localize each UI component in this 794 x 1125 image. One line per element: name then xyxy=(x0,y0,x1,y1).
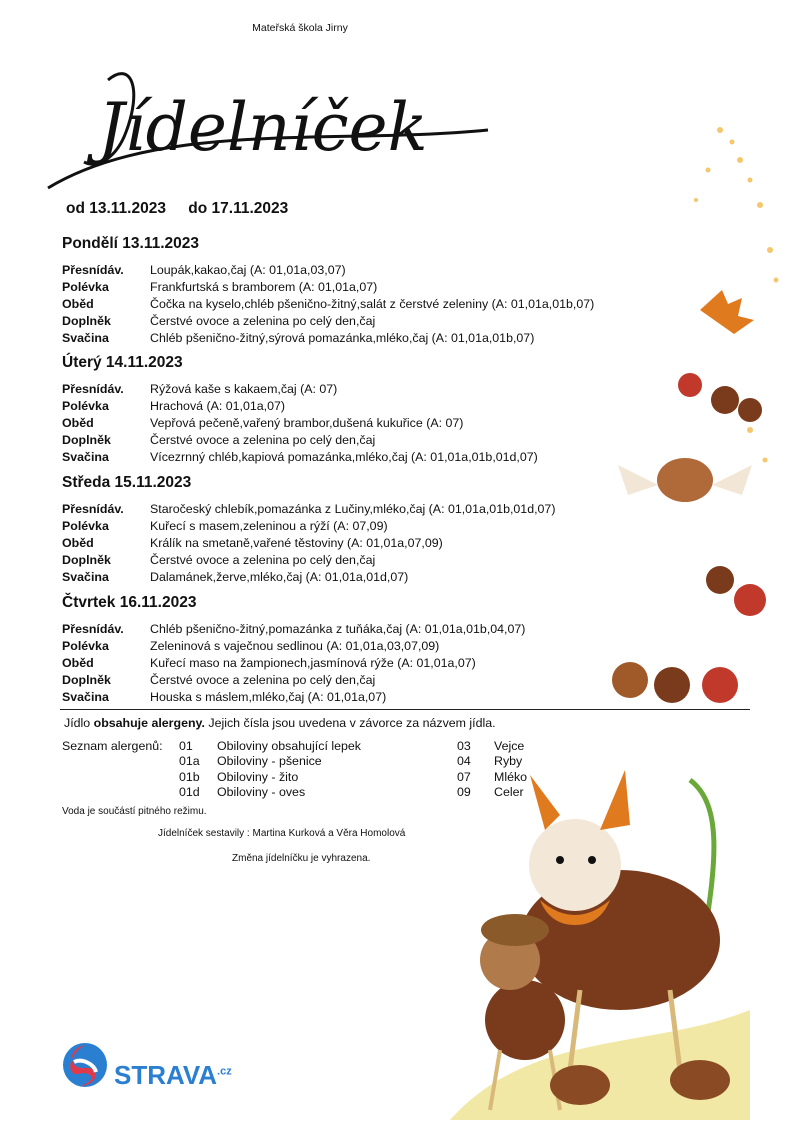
meal-text: Houska s máslem,mléko,čaj (A: 01,01a,07) xyxy=(150,690,387,704)
meal-row xyxy=(62,638,439,655)
date-from: od 13.11.2023 xyxy=(66,200,166,217)
meal-text: Kuřecí s masem,zeleninou a rýží (A: 07,09) xyxy=(150,519,388,533)
allergen-code: 03 xyxy=(457,739,471,753)
meal-text: Čerstvé ovoce a zelenina po celý den,čaj xyxy=(150,314,376,328)
allergen-code: 04 xyxy=(457,754,471,769)
meal-row xyxy=(62,552,375,569)
allergen-name: Obiloviny - oves xyxy=(217,785,306,800)
allergen-name: Obiloviny obsahující lepek xyxy=(217,739,361,753)
meal-label: Oběd xyxy=(62,656,94,670)
meal-text: Chléb pšenično-žitný,sýrová pomazánka,mléko,čaj (A: 01,01a,01b,07) xyxy=(150,331,535,345)
meal-row xyxy=(62,398,285,415)
meal-label: Doplněk xyxy=(62,433,111,447)
meal-text: Loupák,kakao,čaj (A: 01,01a,03,07) xyxy=(150,263,346,277)
meal-text: Čerstvé ovoce a zelenina po celý den,čaj xyxy=(150,433,376,447)
meal-row xyxy=(62,535,443,552)
meal-row xyxy=(62,655,476,672)
meal-row xyxy=(62,296,594,313)
meal-text: Chléb pšenično-žitný,pomazánka z tuňáka,čaj (A: 01,01a,01b,04,07) xyxy=(150,622,526,636)
meal-label: Svačina xyxy=(62,450,109,464)
meal-row xyxy=(62,672,375,689)
meal-label: Přesnídáv. xyxy=(62,622,124,636)
allergen-note-text: Jejich čísla jsou uvedena v závorce za názvem jídla. xyxy=(204,716,496,730)
allergen-list-label: Seznam alergenů: xyxy=(62,739,163,753)
day-title: Úterý 14.11.2023 xyxy=(62,354,183,371)
meal-text: Zeleninová s vaječnou sedlinou (A: 01,01a,03,07,09) xyxy=(150,639,440,653)
date-to: do 17.11.2023 xyxy=(188,200,289,217)
meal-label: Svačina xyxy=(62,690,109,704)
meal-label: Polévka xyxy=(62,280,109,294)
meal-label: Svačina xyxy=(62,331,109,345)
title-text: Jídelníček xyxy=(98,89,428,166)
allergen-note-text: Jídlo xyxy=(64,716,94,730)
autumn-illustration xyxy=(600,110,790,715)
meal-label: Přesnídáv. xyxy=(62,263,124,277)
allergen-name: Vejce xyxy=(494,739,525,753)
meal-label: Polévka xyxy=(62,639,109,653)
meal-label: Polévka xyxy=(62,399,109,413)
meal-text: Čerstvé ovoce a zelenina po celý den,čaj xyxy=(150,553,376,567)
meal-row xyxy=(62,313,375,330)
meal-row xyxy=(62,501,555,518)
allergen-code: 01d xyxy=(179,785,200,800)
meal-row xyxy=(62,330,534,347)
allergen-code: 01 xyxy=(179,739,193,753)
meal-text: Rýžová kaše s kakaem,čaj (A: 07) xyxy=(150,382,338,396)
meal-label: Doplněk xyxy=(62,314,111,328)
meal-text: Staročeský chlebík,pomazánka z Lučiny,mléko,čaj (A: 01,01a,01b,01d,07) xyxy=(150,502,556,516)
meal-row xyxy=(62,415,463,432)
change-note: Změna jídelníčku je vyhrazena. xyxy=(232,853,371,864)
meal-text: Dalamánek,žerve,mléko,čaj (A: 01,01a,01d,07) xyxy=(150,570,409,584)
compiled-by: Jídelníček sestavily : Martina Kurková a Věra Homolová xyxy=(158,828,406,839)
day-title: Pondělí 13.11.2023 xyxy=(62,235,200,252)
meal-text: Čočka na kyselo,chléb pšenično-žitný,salát z čerstvé zeleniny (A: 01,01a,01b,07) xyxy=(150,297,595,311)
allergen-name: Obiloviny - žito xyxy=(217,769,299,784)
meal-row xyxy=(62,518,388,535)
menu-title xyxy=(40,50,500,205)
allergen-note-bold: obsahuje alergeny. xyxy=(93,716,205,730)
meal-label: Doplněk xyxy=(62,553,111,567)
allergen-name: Mléko xyxy=(494,769,528,784)
day-title: Středa 15.11.2023 xyxy=(62,474,192,491)
allergen-name: Celer xyxy=(494,785,524,800)
logo-suffix: .cz xyxy=(217,1065,232,1078)
meal-label: Polévka xyxy=(62,519,109,533)
meal-row xyxy=(62,381,337,398)
meal-row xyxy=(62,569,408,586)
meal-text: Králík na smetaně,vařené těstoviny (A: 01,01a,07,09) xyxy=(150,536,443,550)
meal-text: Frankfurtská s bramborem (A: 01,01a,07) xyxy=(150,280,378,294)
meal-text: Čerstvé ovoce a zelenina po celý den,čaj xyxy=(150,673,376,687)
strava-logo-icon xyxy=(60,1040,110,1095)
meal-text: Vepřová pečeně,vařený brambor,dušená kukuřice (A: 07) xyxy=(150,416,464,430)
date-range xyxy=(66,200,306,218)
meal-text: Kuřecí maso na žampionech,jasmínová rýže (A: 01,01a,07) xyxy=(150,656,476,670)
allergen-name: Obiloviny - pšenice xyxy=(217,754,322,769)
meal-row xyxy=(62,449,538,466)
meal-row xyxy=(62,262,346,279)
meal-label: Doplněk xyxy=(62,673,111,687)
strava-logo-text xyxy=(114,1060,232,1091)
meal-row xyxy=(62,279,377,296)
meal-label: Přesnídáv. xyxy=(62,382,124,396)
allergen-code: 01b xyxy=(179,769,200,784)
allergen-note xyxy=(64,716,496,730)
allergen-code: 01a xyxy=(179,754,200,769)
meal-row xyxy=(62,621,525,638)
allergen-code: 07 xyxy=(457,769,471,784)
meal-label: Oběd xyxy=(62,297,94,311)
chestnut-figures-illustration xyxy=(450,770,750,1125)
meal-row xyxy=(62,432,375,449)
meal-text: Hrachová (A: 01,01a,07) xyxy=(150,399,285,413)
meal-label: Oběd xyxy=(62,416,94,430)
meal-text: Vícezrnný chléb,kapiová pomazánka,mléko,čaj (A: 01,01a,01b,01d,07) xyxy=(150,450,538,464)
meal-label: Svačina xyxy=(62,570,109,584)
meal-label: Oběd xyxy=(62,536,94,550)
allergen-code: 09 xyxy=(457,785,471,800)
allergen-name: Ryby xyxy=(494,754,523,769)
day-title: Čtvrtek 16.11.2023 xyxy=(62,594,197,611)
meal-label: Přesnídáv. xyxy=(62,502,124,516)
meal-row xyxy=(62,689,386,706)
logo-name: STRAVA xyxy=(114,1060,218,1090)
school-name: Mateřská škola Jirny xyxy=(252,22,348,34)
water-note: Voda je součástí pitného režimu. xyxy=(62,806,207,817)
